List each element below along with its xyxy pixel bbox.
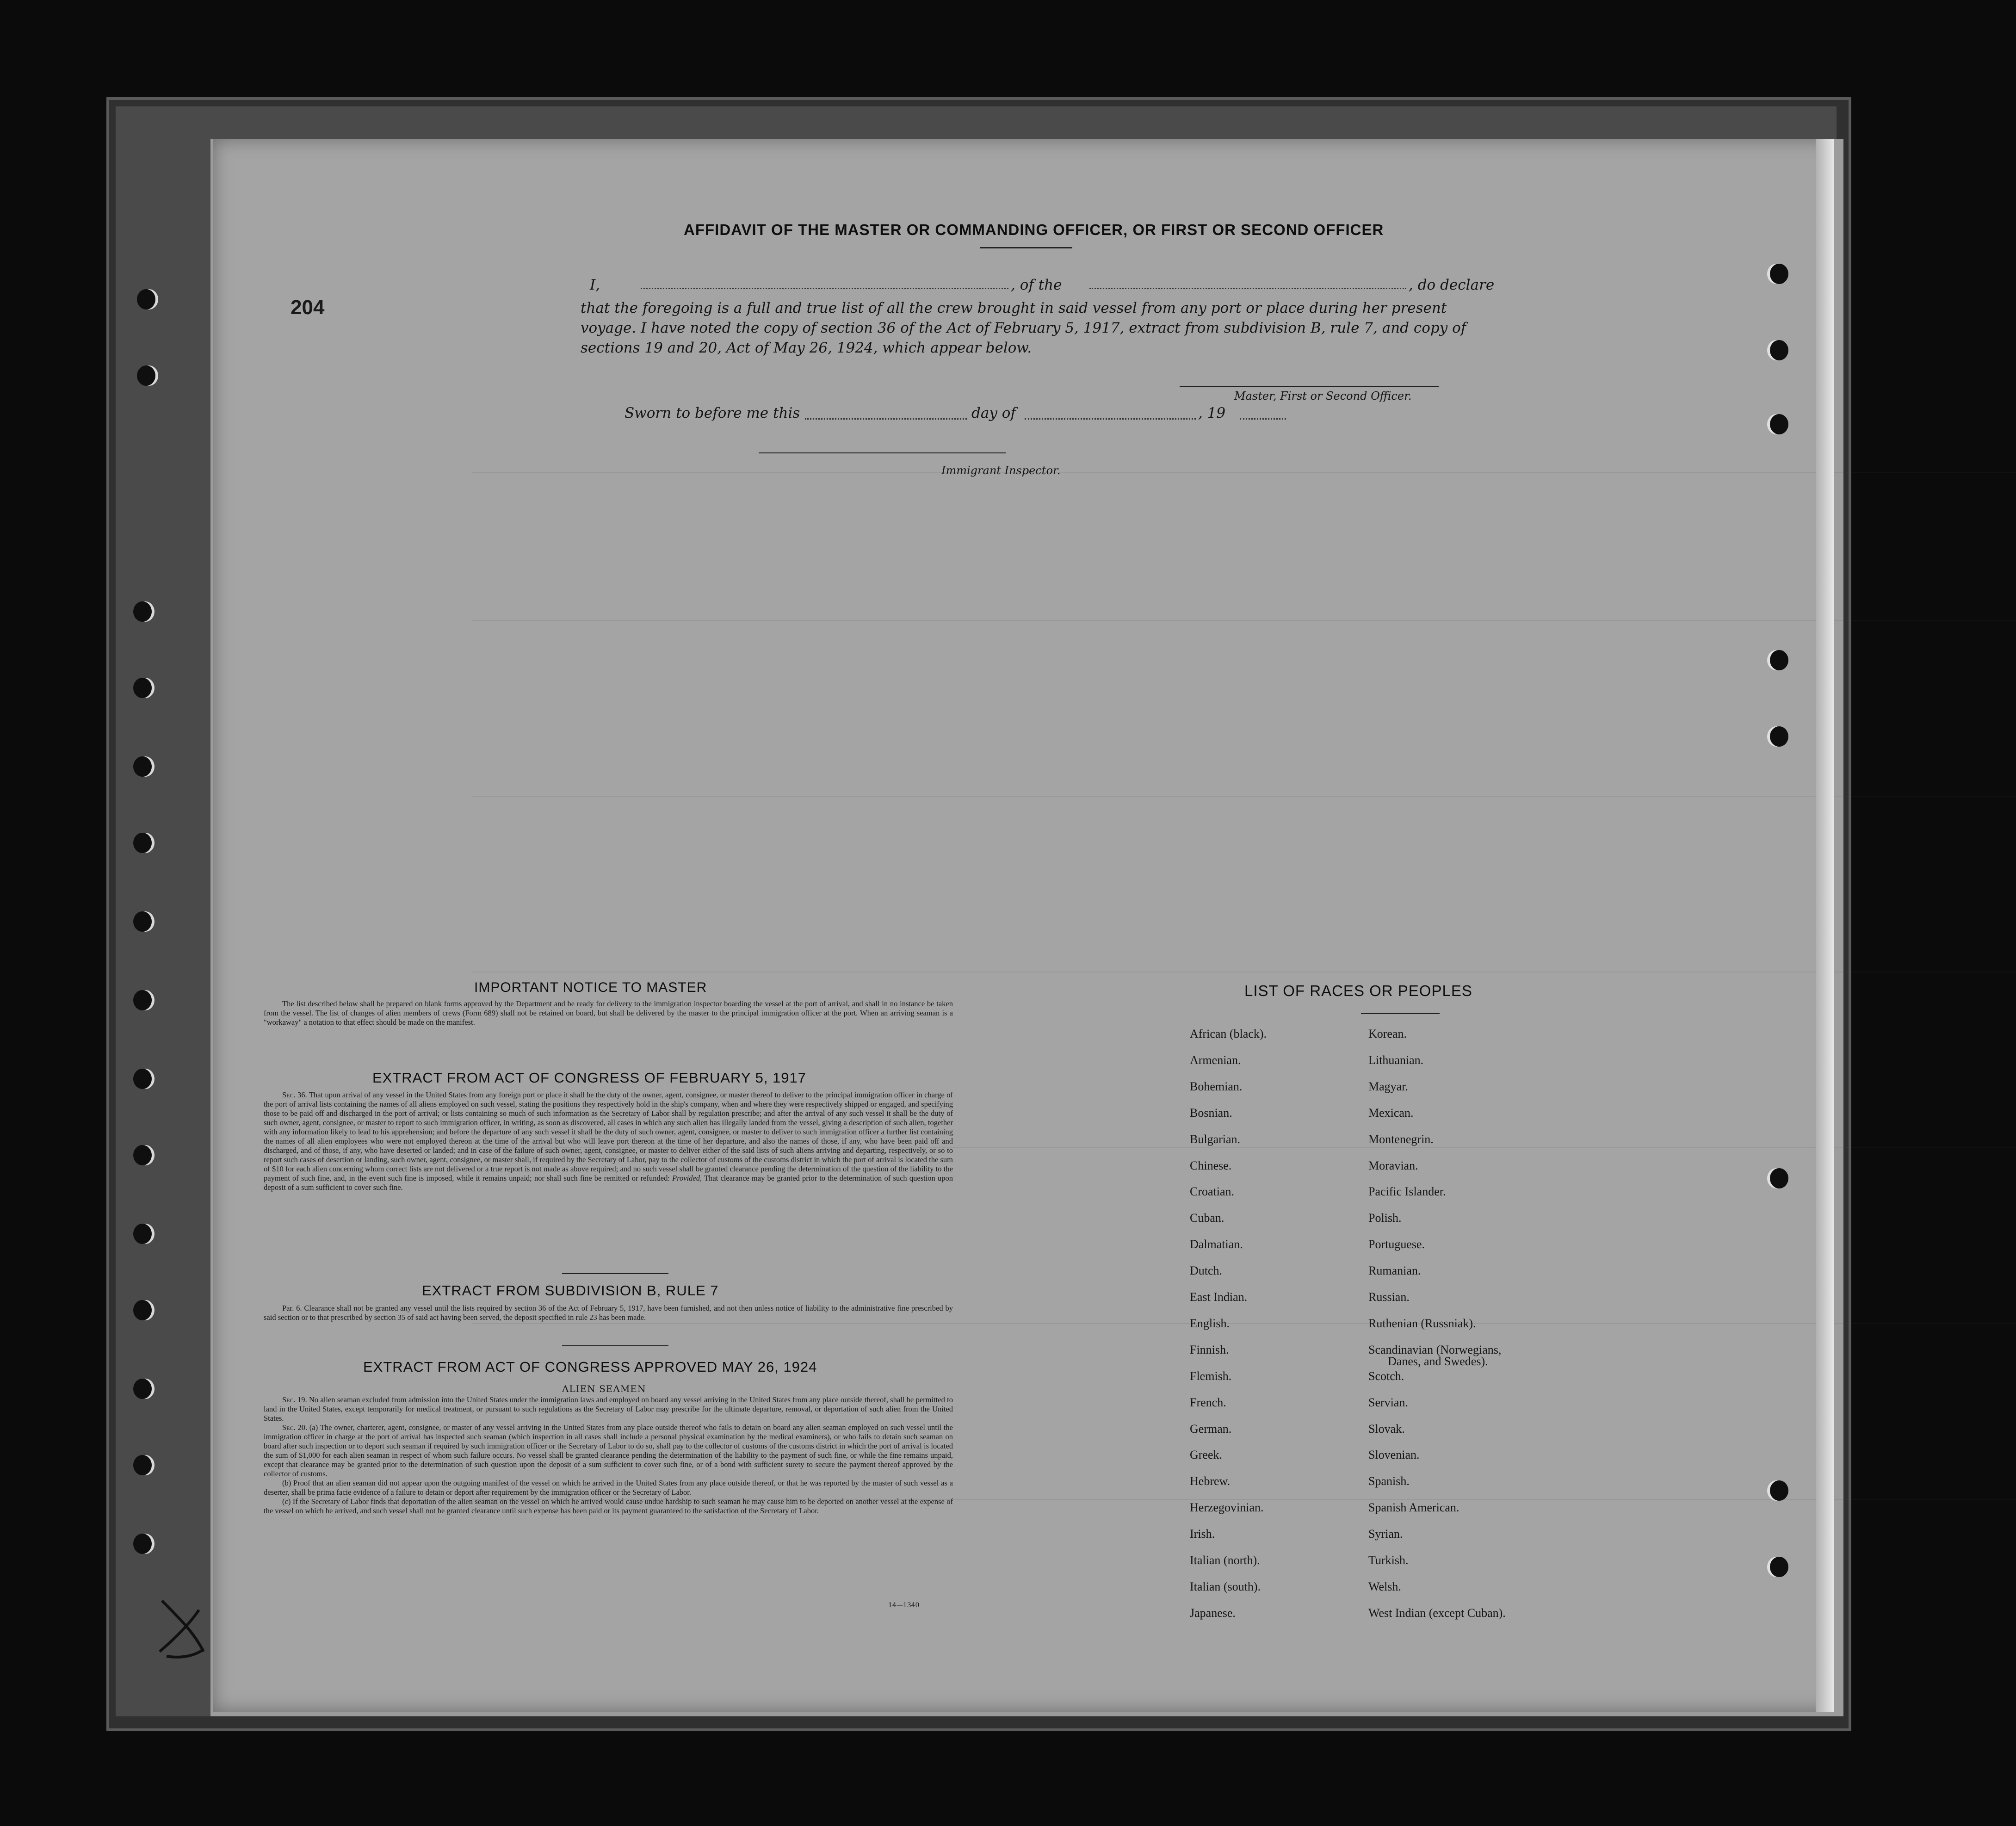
notice-title: IMPORTANT NOTICE TO MASTER xyxy=(474,980,707,995)
month-blank xyxy=(1025,418,1196,420)
rule7-text: Par. 6. Clearance shall not be granted any vessel until the lists required by section 36 of the Act of February 5, 1917, have been furnished, and not then unless notice of liability to the administrative fine prescribed by said section or to that prescribed by section 35 of said act having been served, the deposit specified in rule 23 has been made. xyxy=(264,1304,953,1322)
race-entry: Armenian. xyxy=(1190,1053,1241,1067)
master-signature-caption: Master, First or Second Officer. xyxy=(1234,390,1412,402)
punch-hole xyxy=(133,833,152,853)
punch-hole xyxy=(1770,1557,1788,1577)
race-entry: Pacific Islander. xyxy=(1368,1185,1446,1198)
extract-1917-title: EXTRACT FROM ACT OF CONGRESS OF FEBRUARY 5, 1917 xyxy=(372,1070,807,1086)
race-entry: Irish. xyxy=(1190,1527,1215,1541)
inspector-signature-line xyxy=(759,452,1006,453)
sworn-day-blank xyxy=(805,418,967,420)
affidavit-i: I, xyxy=(590,277,600,293)
punch-hole xyxy=(133,678,152,698)
punch-hole xyxy=(1770,264,1788,284)
race-entry: Japanese. xyxy=(1190,1606,1236,1620)
bleed-through-line xyxy=(472,796,2016,797)
race-entry: Italian (south). xyxy=(1190,1580,1261,1593)
affidavit-of-the: , of the xyxy=(1011,277,1062,293)
race-entry: Mexican. xyxy=(1368,1106,1414,1120)
bleed-through-line xyxy=(472,1323,2016,1324)
punch-hole xyxy=(133,1300,152,1320)
handwritten-mark xyxy=(153,1591,213,1661)
punch-hole xyxy=(1770,1480,1788,1501)
race-entry: Servian. xyxy=(1368,1396,1408,1409)
race-entry: French. xyxy=(1190,1396,1226,1409)
punch-hole xyxy=(137,365,155,386)
sec-20a-text: (a) The owner, charterer, agent, consignee, or master of any vessel arriving in the United States from any place outside thereof who fails to detain on board any alien seaman employed on such vessel until the immigration officer in charge at the port of arrival has inspected such seaman (which inspection in all cases shall include a personal physical examination by the medical examiners), or who fails to detain such seaman on board after such inspection or to deport such seaman if required by such immigration officer or the Secretary of Labor to do so, shall pay to the collector of customs of the customs district in which the port of arrival is located the sum of $1,000 for each alien seaman in respect of whom such failure occurs. No vessel shall be granted clearance pending the determination of the liability to the payment of such fine, or while the fine remains unpaid, except that clearance may be granted prior to the determination of such question upon the deposit of a sum sufficient to cover such fine, or of a bond with sufficient surety to secure the payment thereof approved by the collector of customs. xyxy=(264,1423,953,1478)
sworn-label: Sworn to before me this xyxy=(625,405,800,421)
punch-hole xyxy=(133,911,152,932)
affidavit-body: that the foregoing is a full and true list of all the crew brought in said vessel from any port or place during her present voyage. I have noted the copy of section 36 of the Act of February 5, 1917, extract from subdivision B, rule 7, and copy of sections 19 and 20, Act of May 26, 1924, which appear below. xyxy=(581,300,1466,356)
punch-hole xyxy=(133,1069,152,1089)
race-entry: Italian (north). xyxy=(1190,1554,1260,1567)
section-divider xyxy=(562,1345,668,1346)
race-entry: Chinese. xyxy=(1190,1159,1232,1172)
race-entry: Bulgarian. xyxy=(1190,1133,1241,1146)
race-entry: Slovenian. xyxy=(1368,1448,1420,1461)
sec-36-text: That upon arrival of any vessel in the United States from any foreign port or place it shall be the duty of the owner, agent, consignee, or master thereof to deliver to the principal immigration officer in charge of the port of arrival lists containing the names of all aliens employed on such vessel, stating the positions they respectively hold in the ship's company, when and where they were respectively shipped or engaged, and specifying those to be paid off and discharged in the port of arrival; or lists containing so much of such information as the Secretary of Labor shall by regulation prescribe; and after the arrival of any such vessel it shall be the duty of such owner, agent, consignee, or master to report to such immigration officer, in writing, as soon as discovered, all cases in which any such alien has illegally landed from the vessel, giving a description of such alien, together with any information likely to lead to his apprehension; and before the departure of any such vessel it shall be the duty of such owner, agent, consignee, or master to deliver to such immigration officer a further list containing the names of all alien employees who were not employed thereon at the time of the arrival but who will leave port thereon at the time of her departure, and also the names of those, if any, who have been paid off and discharged, and of those, if any, who have deserted or landed; and in case of the failure of such owner, agent, consignee, or master to deliver either of the said lists of such aliens arriving and departing, respectively, or so to report such cases of desertion or landing, such owner, agent, consignee, or master shall, if required by the Secretary of Labor, pay to the collector of customs of the customs district in which the port of arrival is located the sum of $10 for each alien concerning whom correct lists are not delivered or a true report is not made as above required; and no such vessel shall be granted clearance pending the determination of the question of the liability to the payment of such fine, and, in the event such fine is imposed, while it remains unpaid; nor shall such fine be remitted or refunded: xyxy=(264,1090,953,1182)
vessel-blank xyxy=(1089,288,1406,289)
race-entry: Dalmatian. xyxy=(1190,1238,1243,1251)
extract-1924-title: EXTRACT FROM ACT OF CONGRESS APPROVED MAY 26, 1924 xyxy=(363,1359,817,1375)
rule7-title: EXTRACT FROM SUBDIVISION B, RULE 7 xyxy=(422,1282,719,1299)
race-entry: Korean. xyxy=(1368,1027,1407,1040)
races-title-underline xyxy=(1361,1013,1440,1014)
sec-20c: (c) If the Secretary of Labor finds that deportation of the alien seaman on the vessel on which he arrived would cause undue hardship to such seaman he may cause him to be deported on another vessel at the expense of the vessel on which he arrived, and such vessel shall not be granted clearance until such expense has been paid or its payment guaranteed to the satisfaction of the Secretary of Labor. xyxy=(264,1497,953,1515)
race-entry: Welsh. xyxy=(1368,1580,1401,1593)
race-entry: English. xyxy=(1190,1317,1230,1330)
race-entry: Croatian. xyxy=(1190,1185,1235,1198)
race-entry: Scotch. xyxy=(1368,1369,1404,1383)
race-entry: Greek. xyxy=(1190,1448,1223,1461)
race-entry: Lithuanian. xyxy=(1368,1053,1424,1067)
race-entry: German. xyxy=(1190,1422,1232,1436)
race-entry: Portuguese. xyxy=(1368,1238,1425,1251)
race-entry: Magyar. xyxy=(1368,1080,1408,1093)
race-entry: Bosnian. xyxy=(1190,1106,1232,1120)
extract-1917-body xyxy=(264,1090,953,1192)
year-blank xyxy=(1240,418,1286,420)
punch-hole xyxy=(1770,340,1788,360)
race-entry: Moravian. xyxy=(1368,1159,1418,1172)
inspector-caption: Immigrant Inspector. xyxy=(941,464,1061,477)
name-blank xyxy=(641,288,1008,289)
races-title: LIST OF RACES OR PEOPLES xyxy=(1244,982,1472,999)
sec-20a xyxy=(264,1423,953,1479)
race-entry: Bohemian. xyxy=(1190,1080,1243,1093)
race-entry: Hebrew. xyxy=(1190,1474,1231,1488)
race-entry: Rumanian. xyxy=(1368,1264,1421,1277)
sec-19-text: No alien seaman excluded from admission into the United States under the immigration laws and employed on board any vessel arriving in the United States from any place outside thereof, shall be permitted to land in the United States, except temporarily for medical treatment, or pursuant to such regulations as the Secretary of Labor may prescribe for the ultimate departure, removal, or deportation of such alien from the United States. xyxy=(264,1395,953,1423)
bleed-through-line xyxy=(472,472,2016,473)
extract-1924-body xyxy=(264,1395,953,1516)
race-entry: West Indian (except Cuban). xyxy=(1368,1606,1506,1620)
affidavit-title: AFFIDAVIT OF THE MASTER OR COMMANDING OFFICER, OR FIRST OR SECOND OFFICER xyxy=(684,221,1384,238)
punch-hole xyxy=(133,990,152,1010)
race-entry: Scandinavian (Norwegians, xyxy=(1368,1343,1502,1356)
punch-hole xyxy=(133,1534,152,1554)
day-of-label: day of xyxy=(971,405,1016,421)
race-entry: Herzegovinian. xyxy=(1190,1501,1264,1514)
bleed-through-line xyxy=(472,620,2016,621)
race-entry: Russian. xyxy=(1368,1290,1410,1304)
race-entry: Cuban. xyxy=(1190,1211,1224,1225)
form-number: 14—1340 xyxy=(888,1602,920,1609)
affidavit-declare: , do declare xyxy=(1409,277,1495,293)
sec-20b: (b) Proof that an alien seaman did not appear upon the outgoing manifest of the vessel on which he arrived in the United States from any place outside thereof, or that he was reported by the master of such vessel as a deserter, shall be prima facie evidence of a failure to detain or deport after requirement by the immigration officer or the Secretary of Labor. xyxy=(264,1479,953,1497)
punch-hole xyxy=(133,1455,152,1475)
punch-hole xyxy=(1770,726,1788,747)
race-entry: Flemish. xyxy=(1190,1369,1232,1383)
stamp-number: 204 xyxy=(291,296,325,319)
sec-19 xyxy=(264,1395,953,1423)
punch-hole xyxy=(133,601,152,622)
punch-hole xyxy=(1770,650,1788,670)
race-entry: Montenegrin. xyxy=(1368,1133,1434,1146)
proviso-text: That clearance may be granted prior to the determination of such question upon deposit of a sum sufficient to cover such fine. xyxy=(264,1174,953,1192)
master-signature-line xyxy=(1180,386,1439,387)
sec-19-label: Sec. 19. xyxy=(282,1395,307,1404)
title-underline xyxy=(980,247,1072,248)
race-entry: Turkish. xyxy=(1368,1554,1409,1567)
race-entry: East Indian. xyxy=(1190,1290,1248,1304)
section-divider xyxy=(562,1273,668,1274)
race-entry: Slovak. xyxy=(1368,1422,1405,1436)
sec-36-label: Sec. 36. xyxy=(282,1090,307,1099)
punch-hole xyxy=(1770,1168,1788,1188)
sec-20-label: Sec. 20. xyxy=(282,1423,308,1432)
race-entry: Syrian. xyxy=(1368,1527,1403,1541)
proviso-label: Provided, xyxy=(672,1174,702,1182)
punch-hole xyxy=(133,1145,152,1165)
punch-hole xyxy=(1770,414,1788,434)
race-entry: African (black). xyxy=(1190,1027,1267,1040)
race-entry: Polish. xyxy=(1368,1211,1402,1225)
race-entry: Ruthenian (Russniak). xyxy=(1368,1317,1476,1330)
race-scandinavian-continuation: Danes, and Swedes). xyxy=(1388,1355,1488,1368)
notice-text: The list described below shall be prepared on blank forms approved by the Department and be ready for delivery to the immigration inspector boarding the vessel at the port of arrival, and shall in no instance be taken from the vessel. The list of changes of alien members of crews (Form 689) shall not be retained on board, but shall be delivered by the master to the principal immigration officer at the port. When an arriving seaman is a "workaway" a notation to that effect should be made on the manifest. xyxy=(264,999,953,1027)
race-entry: Dutch. xyxy=(1190,1264,1223,1277)
year-label: , 19 xyxy=(1198,405,1226,421)
punch-hole xyxy=(133,1379,152,1399)
race-entry: Finnish. xyxy=(1190,1343,1229,1356)
punch-hole xyxy=(137,289,155,309)
punch-hole xyxy=(133,1224,152,1244)
punch-hole xyxy=(133,756,152,777)
race-entry: Spanish. xyxy=(1368,1474,1410,1488)
race-entry: Spanish American. xyxy=(1368,1501,1459,1514)
alien-seamen-subtitle: ALIEN SEAMEN xyxy=(562,1383,646,1394)
